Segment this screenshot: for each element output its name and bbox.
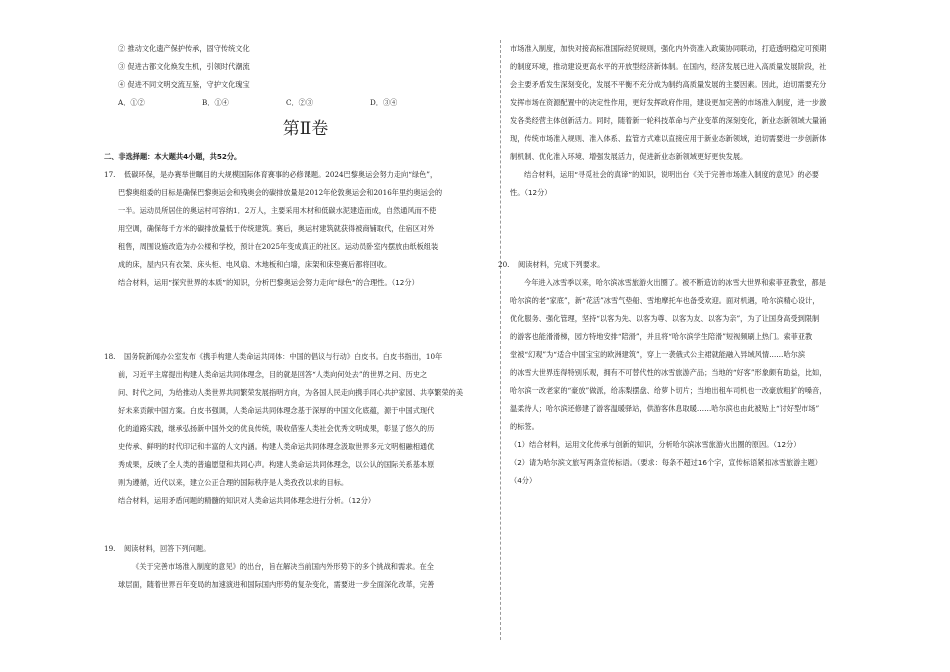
q18-line-3: 问、时代之问，为给推动人类世界共同繁荣发展指明方向，为各国人民走向携手同心共护家园、共享繁荣的美 [118, 388, 464, 397]
q17-line-6: 成的床，屋内只有衣架、床头柜、电风扇、木地板和白墙，床架和床垫赛后都将回收。 [118, 260, 392, 269]
q18-line-8: 则为遵循，近代以来，建立公正合理的国际秩序是人类孜孜以求的目标。 [118, 478, 349, 487]
q20-line-2: 哈尔滨的老“家底”，新“花活”冰雪气垫船、雪地摩托车也备受欢迎。面对机遇，哈尔滨精心设计， [510, 296, 820, 305]
q17-line-5: 租售，周围设施改造为办公楼和学校，预计在2025年变成真正的社区。运动员卧室内摆放由纸板组装 [118, 242, 439, 251]
q17-line-2: 巴黎奥组委的目标是确保巴黎奥运会和残奥会的碳排放量是2012年伦敦奥运会和2016年里约奥运会的 [118, 188, 443, 197]
q17-line-1: 低碳环保，是办赛举世瞩目的大规模国际体育赛事的必修课题。2024巴黎奥运会努力走向“绿色”， [124, 170, 438, 179]
q20-line-8: 温柔待人；哈尔滨还修建了游客温暖驿站，供游客休息取暖……哈尔滨也由此被贴上“讨好型市场” [510, 404, 820, 413]
q20-line-5: 堂被“幻观”为“适合中国宝宝的欧洲建筑”，穿上一袭俄式公主裙就能融入异域风情……哈尔滨 [510, 350, 806, 359]
q18-task: 结合材料，运用矛盾问题的精髓的知识对人类命运共同体理念进行分析。（12分） [118, 496, 376, 505]
q20-task-2-score: （4分） [510, 476, 537, 485]
q19-cont-line-5: 发各类经营主体创新活力。同时，随着新一轮科技革命与产业变革的深刻变化，新业态新领域大量涌 [510, 116, 827, 125]
option-2: ② 推动文化遗产保护传承，固守传统文化 [118, 44, 250, 53]
q18-line-2: 前，习近平主席提出构建人类命运共同体理念，目的就是回答“人类向何处去”的世界之问、历史之 [118, 370, 428, 379]
q20-intro: 阅读材料，完成下列要求。 [518, 260, 605, 269]
q19-line-1: 《关于完善市场准入制度的意见》的出台，旨在解决当前国内外形势下的多个挑战和需求。在全 [132, 562, 434, 571]
question-number: 19. [104, 544, 116, 553]
q20-line-3: 优化服务、强化管理，坚持“以客为先、以客为尊、以客为友、以客为亲”，为了让国身高受到限制 [510, 314, 820, 323]
question-18 [104, 348, 493, 510]
q20-line-6: 的冰雪大世界连得特别乐观，拥有不可替代性的冰雪旅游产品；当地的“好客”形象颇有助益，比如， [510, 368, 827, 377]
q19-task-line-2: 性。（12分） [510, 188, 552, 197]
q20-line-4: 的游客也能滑滑梯，园方特地安排“陪滑”，并且将“哈尔滨学生陪滑”短视频刷上热门。索菲亚教 [510, 332, 813, 341]
option-4: ④ 促进不同文明交流互鉴，守护文化瑰宝 [118, 80, 250, 89]
q17-line-4: 用空调，确保每千方米的碳排放量低于传统建筑。赛后，奥运村建筑就获得被商铺取代，住宿区对外 [118, 224, 435, 233]
choice-d: D．③④ [370, 98, 398, 107]
q19-line-2: 球层面，随着世界百年变局的加速演进和国际国内形势的复杂变化，需要进一步全面深化改革，完善 [118, 580, 435, 589]
q20-task-1: （1）结合材料，运用文化传承与创新的知识，分析哈尔滨冰雪旅游火出圈的原因。（12分） [510, 440, 801, 449]
right-column [498, 40, 900, 490]
question-20 [498, 256, 900, 490]
q19-cont-line-6: 现，传统市场准入规则、准入体系、监管方式难以直接应用于新业态新领域，迫切需要进一步创新体 [510, 134, 827, 143]
question-number: 18. [104, 352, 116, 361]
question-number: 17. [104, 170, 116, 179]
q18-line-4: 好未来贡献中国方案。白皮书强调，人类命运共同体理念基于深厚的中国文化底蕴，源于中国式现代 [118, 406, 435, 415]
choice-b: B．①④ [202, 98, 229, 107]
q18-line-6: 史传承、鲜明的时代印记和丰富的人文内涵。构建人类命运共同体理念汲取世界多元文明相融相通优 [118, 442, 435, 451]
q18-line-5: 化的道路实践，继承弘扬新中国外交的优良传统，吸收借鉴人类社会优秀文明成果，彰显了悠久的历 [118, 424, 435, 433]
q20-line-7: 哈尔滨一改老家的“豪放”做派，给冻梨摆盘、给萝卜切片；当地出租车司机也一改豪放粗犷的嗓音， [510, 386, 827, 395]
q18-line-1: 国务院新闻办公室发布《携手构建人类命运共同体：中国的倡议与行动》白皮书。白皮书指出，10年 [124, 352, 443, 361]
q17-line-3: 一半。运动员所居住的奥运村可容纳1．2万人，主要采用木材和低碳水泥建造而成，自然通风而不使 [118, 206, 437, 215]
q20-line-9: 的标签。 [510, 422, 539, 431]
q19-intro: 阅读材料，回答下列问题。 [124, 544, 211, 553]
q19-task-line-1: 结合材料，运用“寻觅社会的真谛”的知识，说明出台《关于完善市场准入制度的意见》的必要 [524, 170, 819, 179]
question-number: 20. [498, 260, 510, 269]
q19-cont-line-2: 的制度环境，推动建设更高水平的开放型经济新体制。在国内，经济发展已进入高质量发展阶段，社 [510, 62, 827, 71]
left-column [104, 40, 493, 594]
section-heading: 二、非选择题：本大题共4小题，共52分。 [104, 152, 242, 161]
q19-cont-line-1: 市场准入制度，加快对接高标准国际经贸规则，强化内外资准入政策协同联动，打造透明稳定可预期 [510, 44, 827, 53]
q20-line-1: 今年进入冰雪季以来，哈尔滨冰雪旅游火出圈了。被不断造访的冰雪大世界和索菲亚教堂，都是 [524, 278, 826, 287]
choice-c: C．②③ [286, 98, 314, 107]
section-title: 第Ⅱ卷 [282, 119, 329, 139]
q20-task-2: （2）请为哈尔滨文旅写两条宣传标语。（要求：每条不超过16个字，宣传标语紧扣冰雪旅游主题） [510, 458, 822, 467]
option-3: ③ 促进古都文化焕发生机，引领时代潮流 [118, 62, 250, 71]
question-19 [104, 540, 493, 594]
q19-cont-line-3: 会主要矛盾发生深刻变化，发展不平衡不充分成为制约高质量发展的主要因素。因此，迫切需要充分 [510, 80, 827, 89]
q17-task: 结合材料，运用“探究世界的本质”的知识，分析巴黎奥运会努力走向“绿色”的合理性。（12分） [118, 278, 419, 287]
column-divider [500, 40, 501, 640]
answer-choices [118, 94, 493, 112]
q19-cont-line-7: 制机制、优化准入环境、增强发展活力，促进新业态新领域更好更快发展。 [510, 152, 748, 161]
question-17 [104, 166, 493, 292]
choice-a: A．①② [118, 98, 145, 107]
q18-line-7: 秀成果，反映了全人类的普遍愿望和共同心声。构建人类命运共同体理念，以公认的国际关系基本原 [118, 460, 435, 469]
q19-cont-line-4: 发挥市场在资源配置中的决定性作用，更好发挥政府作用，建设更加完善的市场准入制度，进一步激 [510, 98, 827, 107]
